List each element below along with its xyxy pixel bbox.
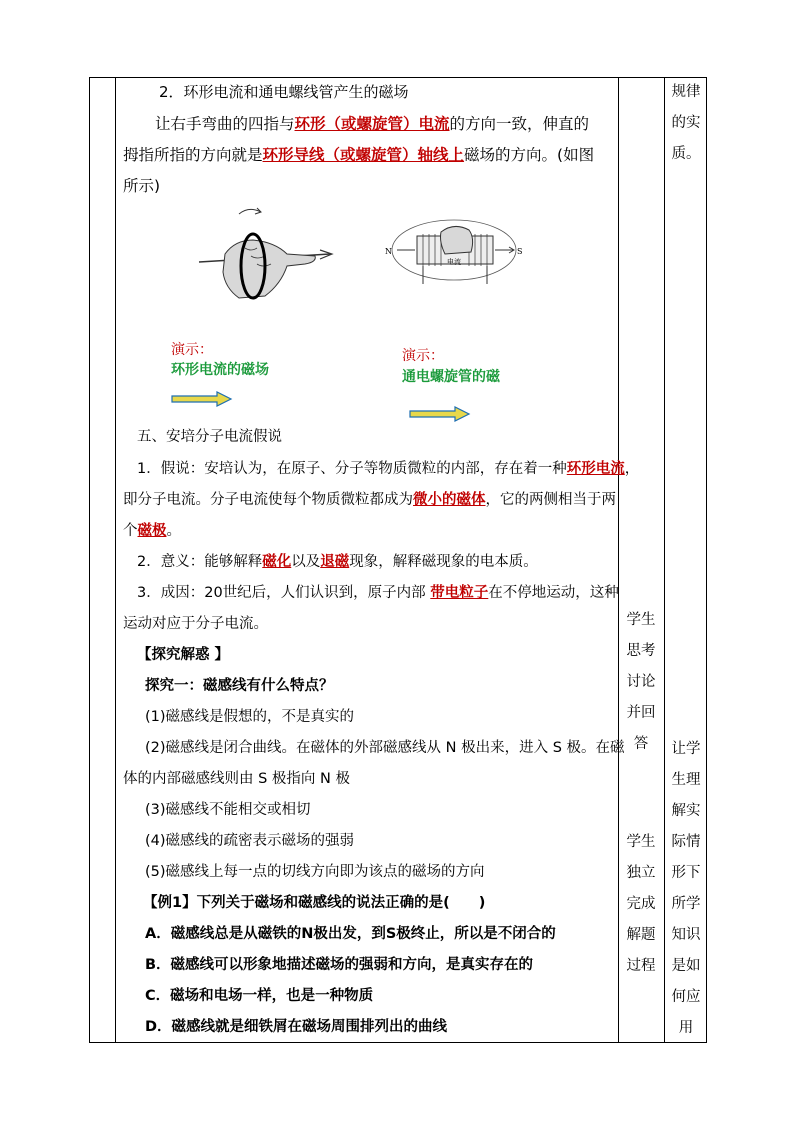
key-term: 环形电流: [566, 461, 625, 477]
explore-point-1: (1)磁感线是假想的，不是真实的: [145, 709, 355, 725]
key-term: 微小的磁体: [413, 492, 486, 508]
example-option-a: A．磁感线总是从磁铁的N极出发，到S极终止，所以是不闭合的: [145, 926, 556, 942]
explore-point-3: (3)磁感线不能相交或相切: [145, 802, 311, 818]
text: 独立: [626, 865, 656, 881]
explore-tag: 【探究解惑 】: [137, 647, 230, 663]
section5-item3-line2: 运动对应于分子电流。: [123, 616, 268, 632]
solenoid-current-label: 电流: [447, 258, 461, 266]
text: 解题: [626, 927, 656, 943]
design-purpose-block-2: [664, 734, 708, 1044]
section5-heading: 五、安培分子电流假说: [137, 429, 282, 445]
key-term: 磁极: [137, 523, 167, 539]
lesson-table: [89, 77, 707, 1043]
explore-point-2: (2)磁感线是闭合曲线。在磁体的外部磁感线从 N 极出来，进入 S 极。在磁: [145, 740, 625, 756]
text: 拇指所指的方向就是: [123, 146, 263, 164]
text: 让右手弯曲的四指与: [155, 115, 295, 133]
text: 所学: [671, 896, 701, 912]
demo-link-arrow-1[interactable]: [171, 391, 233, 407]
text: 学生: [626, 834, 656, 850]
demo-label-1: 演示：: [171, 342, 213, 358]
section5-item3-line1: [137, 583, 619, 603]
section5-item1-line1: [137, 459, 639, 479]
section2-heading: 2．环形电流和通电螺线管产生的磁场: [159, 83, 409, 101]
example-stem: 【例1】下列关于磁场和磁感线的说法正确的是( ): [143, 895, 486, 911]
text: 思考: [626, 643, 656, 659]
text: 2．意义：能够解释: [137, 554, 263, 570]
text: 磁场的方向。(如图: [464, 146, 595, 164]
text: 际情: [671, 834, 701, 850]
demo-title-2: 通电螺旋管的磁: [402, 369, 500, 385]
text: 讨论: [626, 674, 656, 690]
example-option-c: C．磁场和电场一样，也是一种物质: [145, 988, 374, 1004]
text: 形下: [671, 865, 701, 881]
demo-title-1: 环形电流的磁场: [171, 362, 269, 378]
explore-point-5: (5)磁感线上每一点的切线方向即为该点的磁场的方向: [145, 864, 485, 880]
student-activity-block-2: [618, 827, 664, 982]
text: 用: [678, 1020, 694, 1036]
text: 个: [123, 523, 138, 539]
text: 的实: [671, 115, 701, 131]
example-option-b: B．磁感线可以形象地描述磁场的强弱和方向，是真实存在的: [145, 957, 534, 973]
text: 并回: [626, 705, 656, 721]
text: 规律: [671, 84, 701, 100]
text: 即分子电流。分子电流使每个物质微粒都成为: [123, 492, 413, 508]
text: 何应: [671, 989, 701, 1005]
solenoid-n-label: N: [385, 247, 392, 256]
demo-label-2: 演示：: [402, 348, 444, 364]
section5-item2: [137, 552, 538, 572]
text: 以及: [291, 554, 321, 570]
text: 让学: [671, 741, 701, 757]
text: ，: [624, 461, 640, 477]
text: 。: [166, 523, 181, 539]
text: 完成: [626, 896, 656, 912]
text: 学生: [626, 612, 656, 628]
key-term: 退磁: [320, 554, 350, 570]
key-term: 带电粒子: [430, 585, 489, 601]
example-option-d: D．磁感线就是细铁屑在磁场周围排列出的曲线: [145, 1019, 448, 1035]
key-term: 环形（或螺旋管）电流: [294, 115, 450, 133]
solenoid-illustration: [379, 208, 529, 294]
explore-question-1: 探究一：磁感线有什么特点？: [145, 678, 334, 694]
explore-point-4: (4)磁感线的疏密表示磁场的强弱: [145, 833, 355, 849]
text: 过程: [626, 958, 656, 974]
design-purpose-block-1: [664, 77, 708, 170]
key-term: 磁化: [262, 554, 292, 570]
demo-link-arrow-2[interactable]: [409, 406, 471, 422]
hand-ring-illustration: [195, 204, 335, 300]
text: 在不停地运动，这种: [488, 585, 619, 601]
text: 现象，解释磁现象的电本质。: [349, 554, 538, 570]
key-term: 环形导线（或螺旋管）轴线上: [262, 146, 465, 164]
section2-paragraph-line1: [155, 114, 589, 134]
text: ，它的两侧相当于两: [485, 492, 616, 508]
solenoid-s-label: S: [517, 247, 523, 256]
text: 3．成因：20世纪后，人们认识到，原子内部: [137, 585, 431, 601]
text: 是如: [671, 958, 701, 974]
text: 质。: [671, 146, 701, 162]
section2-paragraph-line2: [123, 145, 594, 165]
text: 的方向一致，伸直的: [449, 115, 590, 133]
section5-item1-line3: [123, 521, 181, 541]
text: 知识: [671, 927, 701, 943]
student-activity-block-1: [618, 605, 664, 760]
text: 答: [633, 736, 649, 752]
text: 生理: [671, 772, 701, 788]
explore-point-2-cont: 体的内部磁感线则由 S 极指向 N 极: [123, 771, 350, 787]
table-divider-1: [115, 78, 116, 1042]
text: 1．假说：安培认为，在原子、分子等物质微粒的内部，存在着一种: [137, 461, 567, 477]
section2-paragraph-line3: 所示): [123, 177, 161, 195]
section5-item1-line2: [123, 490, 616, 510]
text: 解实: [671, 803, 701, 819]
